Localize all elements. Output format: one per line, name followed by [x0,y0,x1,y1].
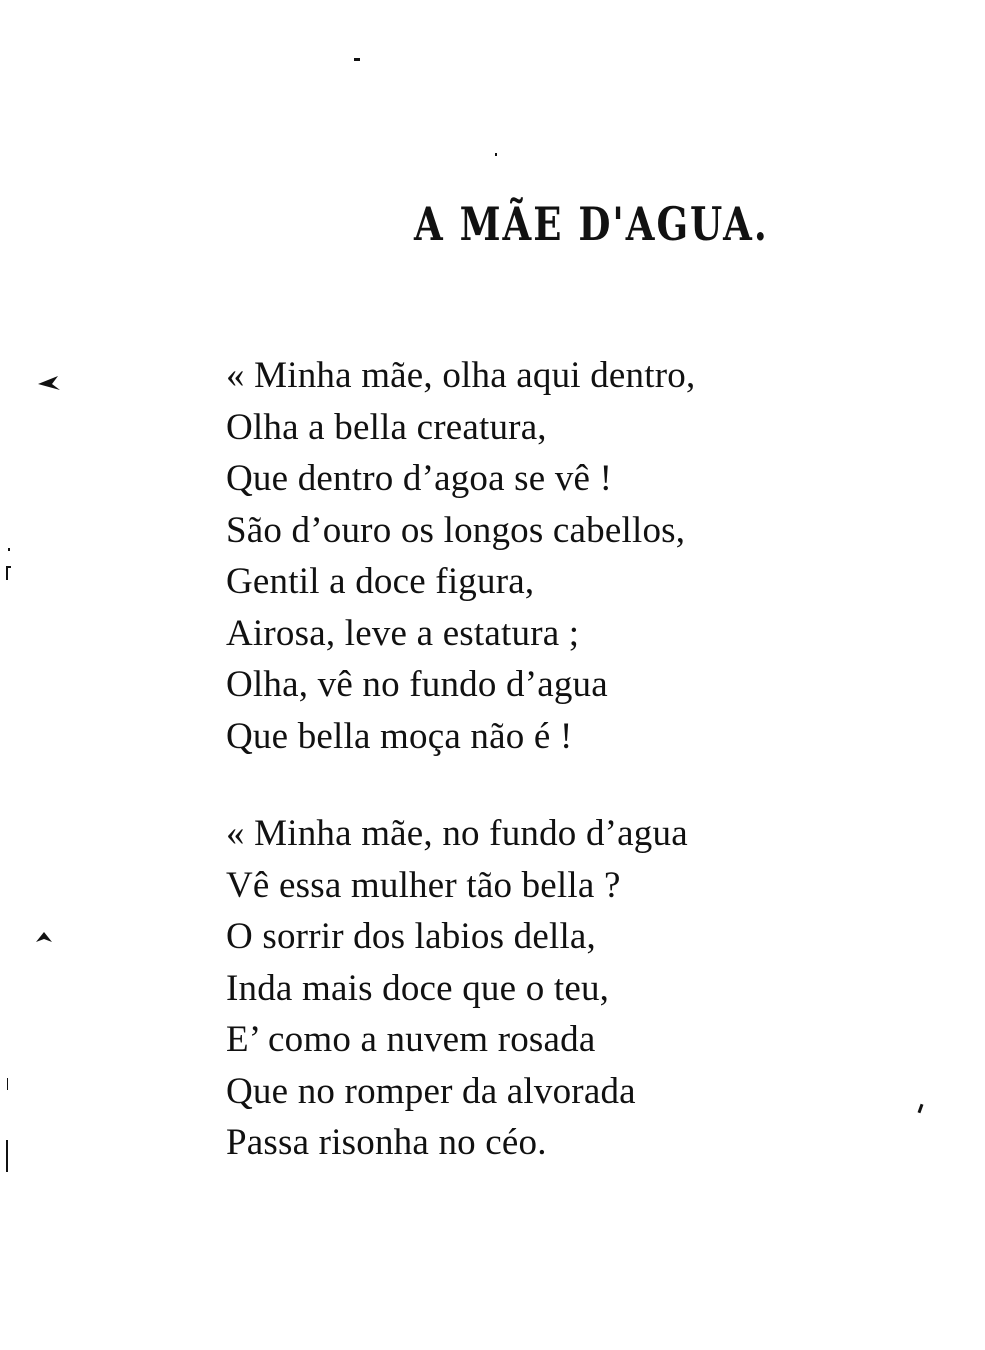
margin-mark-icon [34,930,54,946]
verse-line: São d’ouro os longos cabellos, [226,509,686,551]
scan-speck [6,1140,8,1172]
scan-speck [6,566,8,580]
verse-line: E’ como a nuvem rosada [226,1019,596,1060]
stanza-2 [226,808,688,1169]
verse-line: Olha, vê no fundo d’agua [226,664,608,705]
verse-line: Passa risonha no céo. [226,1122,547,1163]
stanza-1 [226,350,695,762]
verse-line: O sorrir dos labios della, [226,916,596,957]
verse-line: « Minha mãe, no fundo d’agua [226,813,688,854]
scan-speck [354,58,360,61]
scan-speck [6,566,11,568]
poem-title: A MÃE D'AGUA. [414,196,769,251]
scan-speck [918,1104,924,1113]
verse-line: Olha a bella creatura, [226,406,547,448]
verse-line: Que bella moça não é ! [226,715,573,757]
verse-line: Vê essa mulher tão bella ? [226,864,621,906]
verse-line: Gentil a doce figura, [226,561,535,602]
verse-line: Inda mais doce que o teu, [226,967,610,1009]
verse-line: Que dentro d’agoa se vê ! [226,458,613,499]
verse-line: « Minha mãe, olha aqui dentro, [226,355,696,396]
verse-line: Airosa, leve a estatura ; [226,612,580,654]
verse-line: Que no romper da alvorada [226,1070,636,1112]
scan-speck [7,1078,8,1090]
margin-mark-icon [36,372,62,394]
scan-speck [495,153,497,156]
scan-speck [8,548,10,551]
